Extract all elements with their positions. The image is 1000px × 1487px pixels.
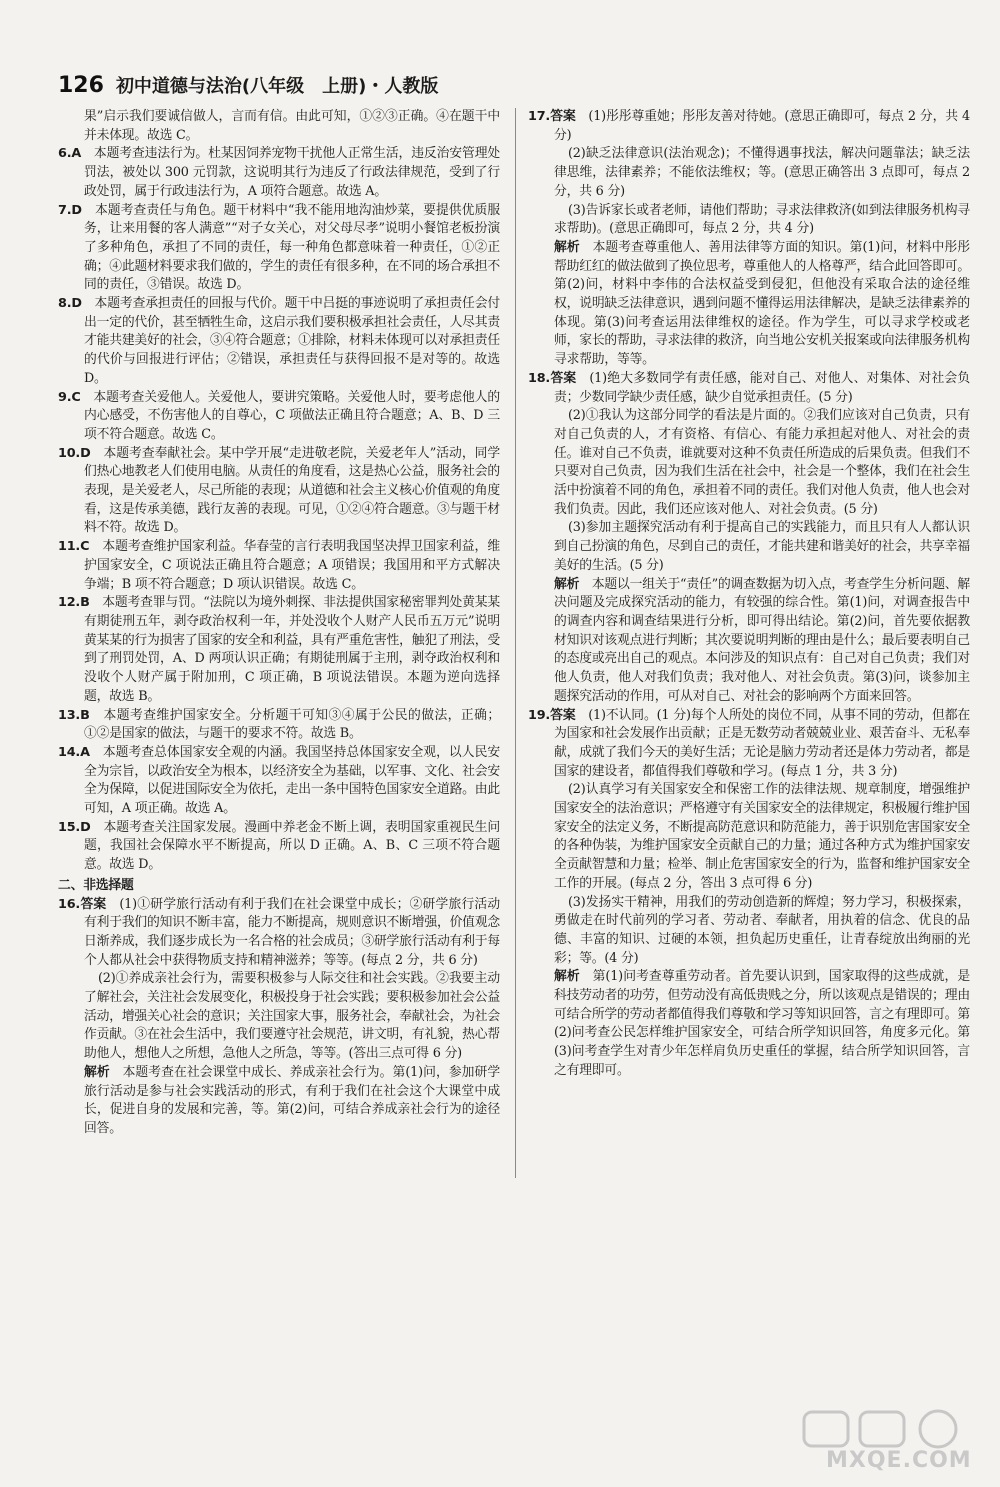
q19-analysis (528, 968, 970, 1080)
item-number: 16. (58, 896, 81, 912)
answer-item-12 (58, 594, 500, 706)
book-title: 初中道德与法治(八年级 上册)・人教版 (115, 76, 439, 97)
item-number: 17. (528, 109, 551, 124)
analysis-text: 本题考查在社会课堂中成长、养成亲社会行为。第(1)问，参加研学旅行活动是参与社会实践活动的形式，有利于我们在社会这个大课堂中成长，促进自身的发展和完善，等。第(2)问，可结合养成亲社会行为的途径回答。 (84, 1064, 500, 1136)
answer-item-18 (528, 370, 970, 407)
item-text: 本题考查关注国家发展。漫画中养老金不断上调，表明国家重视民生问题，我国社会保障水平不断提高，所以 D 正确。A、B、C 三项不符合题意。故选 D。 (84, 819, 500, 873)
continuation-text: 果”启示我们要诚信做人，言而有信。由此可知，①②③正确。④在题干中并未体现。故选 C。 (84, 109, 500, 143)
item-text: 本题考查奉献社会。某中学开展“走进敬老院，关爱老年人”活动，同学们热心地教老人们使用电脑。从责任的角度看，这是热心公益，服务社会的表现，是关爱老人，尽己所能的表现；从道德和社会主义核心价值观的角度看，这是传承美德，践行友善的表现。可见，①②④符合题意。③与题干材料不符。故选 D。 (84, 445, 500, 536)
item-number: 15.D (58, 819, 91, 835)
analysis-text: 本题考查尊重他人、善用法律等方面的知识。第(1)问，材料中彤彤帮助红红的做法做到了换位思考，尊重他人的人格尊严，结合此回答即可。第(2)问，材料中李伟的合法权益受到侵犯，但他没有采取合法的途径维权，说明缺乏法律意识，遇到问题不懂得运用法律解决，是缺乏法律素养的体现。第(3)问考查运用法律维权的途径。作为学生，可以寻求学校或老师，家长的帮助，寻求法律的救济，向当地公安机关报案或向法律服务机构寻求帮助，等等。 (554, 239, 970, 368)
part-text: (1)不认同。(1 分)每个人所处的岗位不同，从事不同的劳动，但都在为国家和社会发展作出贡献；正是无数劳动者兢兢业业、艰苦奋斗、无私奉献，成就了我们今天的美好生活；无论是脑力劳动者还是体力劳动者，都是国家的建设者，都值得我们尊敬和学习。(每点 1 分，共 3 分) (554, 707, 970, 779)
analysis-text: 本题以一组关于“责任”的调查数据为切入点，考查学生分析问题、解决问题及完成探究活动的能力，有较强的综合性。第(1)问，对调查报告中的调查内容和调查结果进行分析，即可得出结论。第(2)问，首先要依据教材知识对该观点进行判断；其次要说明判断的理由是什么；最后要表明自己的态度或亮出自己的观点。本问涉及的知识点有：自己对自己负责；我们对他人负责，他人对我们负责；我对他人、对社会负责。第(3)问，谈参加主题探究活动的作用，可从对自己、对社会的影响两个方面来回答。 (554, 576, 970, 704)
right-column (528, 108, 970, 1081)
watermark-domain: MXQE.COM (826, 1448, 972, 1473)
item-text: 本题考查关爱他人。关爱他人，要讲究策略。关爱他人时，要考虑他人的内心感受，不伤害他人的自尊心，C 项做法正确且符合题意；A、B、D 三项不符合题意。故选 C。 (84, 389, 500, 442)
answer-item-8 (58, 295, 500, 389)
q19-part-2: (2)认真学习有关国家安全和保密工作的法律法规、规章制度，增强维护国家安全的法治意识；严格遵守有关国家安全的法律规定，积极履行维护国家安全的法定义务，不断提高防范意识和防范能力，善于识别危害国家安全的各种伪装，为维护国家安全贡献自己的力量；通过各种方式为维护国家安全贡献智慧和力量；检举、制止危害国家安全的行为，监督和维护国家安全工作的开展。(每点 2 分，答出 3 点可得 6 分) (554, 782, 970, 891)
item-text: 本题考查违法行为。杜某因饲养宠物干扰他人正常生活，违反治安管理处罚法，被处以 300 元罚款，这说明其行为违反了行政法律规范，受到了行政处罚，属于行政违法行为，A 项符合题意。故选 A。 (84, 146, 500, 199)
q19-part-3: (3)发扬实干精神，用我们的劳动创造新的辉煌；努力学习，积极探索，勇做走在时代前列的学习者、劳动者、奉献者，用执着的信念、优良的品德、丰富的知识、过硬的本领，担负起历史重任，让青春绽放出绚丽的光彩；等。(4 分) (554, 894, 970, 966)
answer-item-11 (58, 538, 500, 594)
answer-label: 答案 (550, 707, 576, 723)
q17-analysis (528, 239, 970, 370)
item-number: 10.D (58, 445, 91, 461)
section-title: 二、非选择题 (58, 877, 134, 893)
answer-item-13 (58, 707, 500, 744)
item-text: 本题考查总体国家安全观的内涵。我国坚持总体国家安全观，以人民安全为宗旨，以政治安全为根本，以经济安全为基础，以军事、文化、社会安全为保障，以促进国际安全为依托，走出一条中国特色国家安全道路。由此可知，A 项正确。故选 A。 (84, 744, 500, 817)
item-number: 11.C (58, 539, 90, 555)
part-text: (1)绝大多数同学有责任感，能对自己、对他人、对集体、对社会负责；少数同学缺少责任感，缺少自觉承担责任。(5 分) (554, 370, 970, 405)
answer-item-15 (58, 819, 500, 875)
part-text: (1)彤彤尊重她；彤彤友善对待她。(意思正确即可，每点 2 分，共 4 分) (554, 109, 970, 143)
item-text: 本题考查维护国家安全。分析题干可知③④属于公民的做法，正确；①②是国家的做法，与题干的要求不符。故选 B。 (84, 707, 500, 742)
item-number: 8.D (58, 296, 82, 312)
item-number: 13.B (58, 707, 90, 723)
q17-part-2: (2)缺乏法律意识(法治观念)；不懂得遇事找法，解决问题靠法；缺乏法律思维，法律素养；不能依法维权；等。(意思正确答出 3 点即可，每点 2 分，共 6 分) (554, 146, 970, 199)
item-text: 本题考查维护国家利益。华春莹的言行表明我国坚决捍卫国家利益，维护国家安全，C 项说法正确且符合题意；A 项错误；我国用和平方式解决争端；B 项不符合题意；D 项认识错误。故选 C。 (84, 539, 500, 592)
analysis-label: 解析 (84, 1064, 110, 1080)
q16-analysis (58, 1064, 500, 1139)
item-number: 19. (528, 707, 551, 723)
left-column (58, 108, 500, 1139)
item-text: 本题考查罪与罚。“法院以为境外刺探、非法提供国家秘密罪判处黄某某有期徒刑五年，剥夺政治权利一年，并处没收个人财产人民币五万元”说明黄某某的行为损害了国家的安全和利益，具有严重危害性，触犯了刑法，受到了刑罚处罚，A、D 两项认识正确；有期徒刑属于主刑，剥夺政治权利和没收个人财产属于附加刑，C 项正确，B 项说法错误。本题为逆向选择题，故选 B。 (84, 595, 500, 704)
q18-part-2: (2)①我认为这部分同学的看法是片面的。②我们应该对自己负责，只有对自己负责的人，才有资格、有信心、有能力承担起对他人、对社会的责任。谁对自己不负责，谁就要对这种不负责任所造成的后果负责。但我们不只要对自己负责，因为我们生活在社会中，社会是一个整体，我们在社会生活中扮演着不同的角色，承担着不同的责任。我们对他人负责，他人也会对我们负责。因此，我们还应该对他人、对社会负责。(5 分) (554, 408, 970, 517)
answer-item-17 (528, 108, 970, 145)
item-text: 本题考查承担责任的回报与代价。题干中吕挺的事迹说明了承担责任会付出一定的代价，甚至牺牲生命，这启示我们要积极承担社会责任，人尽其责才能共建美好的社会，③④符合题意；①排除，材料未体现可以对承担责任的代价与回报进行评估；②错误，承担责任与获得回报不是对等的。故选 D。 (84, 296, 500, 386)
part-text: (1)①研学旅行活动有利于我们在社会课堂中成长；②研学旅行活动有利于我们的知识不断丰富，能力不断提高，规则意识不断增强，价值观念日渐养成，我们逐步成长为一名合格的社会成员；③研学旅行活动有利于每个人都从社会中获得物质支持和精神滋养；等等。(每点 2 分，共 6 分) (84, 896, 500, 968)
item-number: 14.A (58, 744, 90, 760)
q16-part-2: (2)①养成亲社会行为，需要积极参与人际交往和社会实践。②我要主动了解社会，关注社会发展变化，积极投身于社会实践；要积极参加社会公益活动，增强关心社会的意识；关注国家大事，服务社会，奉献社会，为社会作贡献。③在社会生活中，我们要遵守社会规范，讲文明，有礼貌，热心帮助他人，想他人之所想，急他人之所急，等等。(答出三点可得 6 分) (84, 971, 500, 1062)
column-divider (515, 108, 516, 1178)
answer-item-14 (58, 744, 500, 819)
answer-label: 答案 (550, 109, 576, 124)
q17-part-3: (3)告诉家长或者老师，请他们帮助；寻求法律救济(如到法律服务机构寻求帮助)。(意思正确即可，每点 2 分，共 4 分) (554, 202, 970, 237)
page-header (58, 72, 948, 98)
analysis-label: 解析 (554, 239, 580, 255)
analysis-text: 第(1)问考查尊重劳动者。首先要认识到，国家取得的这些成就，是科技劳动者的功劳，但劳动没有高低贵贱之分，所以该观点是错误的；理由可结合所学的劳动者都值得我们尊敬和学习等知识回答，言之有理即可。第(2)问考查公民怎样维护国家安全，可结合所学知识回答，角度多元化。第(3)问考查学生对青少年怎样肩负历史重任的掌握，结合所学知识回答，言之有理即可。 (554, 969, 970, 1078)
item-number: 9.C (58, 389, 81, 405)
analysis-label: 解析 (554, 969, 580, 985)
answer-label: 答案 (80, 896, 107, 912)
item-number: 7.D (58, 202, 82, 218)
answer-label: 答案 (550, 370, 577, 386)
answer-item-10 (58, 445, 500, 539)
q18-analysis (528, 576, 970, 707)
item-number: 18. (528, 370, 551, 386)
answer-item-9 (58, 389, 500, 445)
page-number: 126 (58, 73, 104, 98)
analysis-label: 解析 (554, 576, 580, 592)
answer-item-7 (58, 202, 500, 296)
item-number: 6.A (58, 146, 82, 162)
answer-item-16 (58, 896, 500, 971)
q18-part-3: (3)参加主题探究活动有利于提高自己的实践能力，而且只有人人都认识到自己扮演的角色，尽到自己的责任，才能共建和谐美好的社会，共享幸福美好的生活。(5 分) (554, 520, 970, 573)
item-number: 12.B (58, 595, 90, 611)
answer-item-19 (528, 707, 970, 782)
answer-item-6 (58, 145, 500, 201)
item-text: 本题考查责任与角色。题干材料中“我不能用地沟油炒菜，要提供优质服务，让来用餐的客人满意”“对子女关心，对父母尽孝”说明小餐馆老板扮演了多种角色，承担了不同的责任，每一种角色都意味着一种责任，①②正确；④此题材料要求我们做的，学生的责任有很多种，在不同的场合承担不同的责任，③错误。故选 D。 (84, 202, 500, 293)
